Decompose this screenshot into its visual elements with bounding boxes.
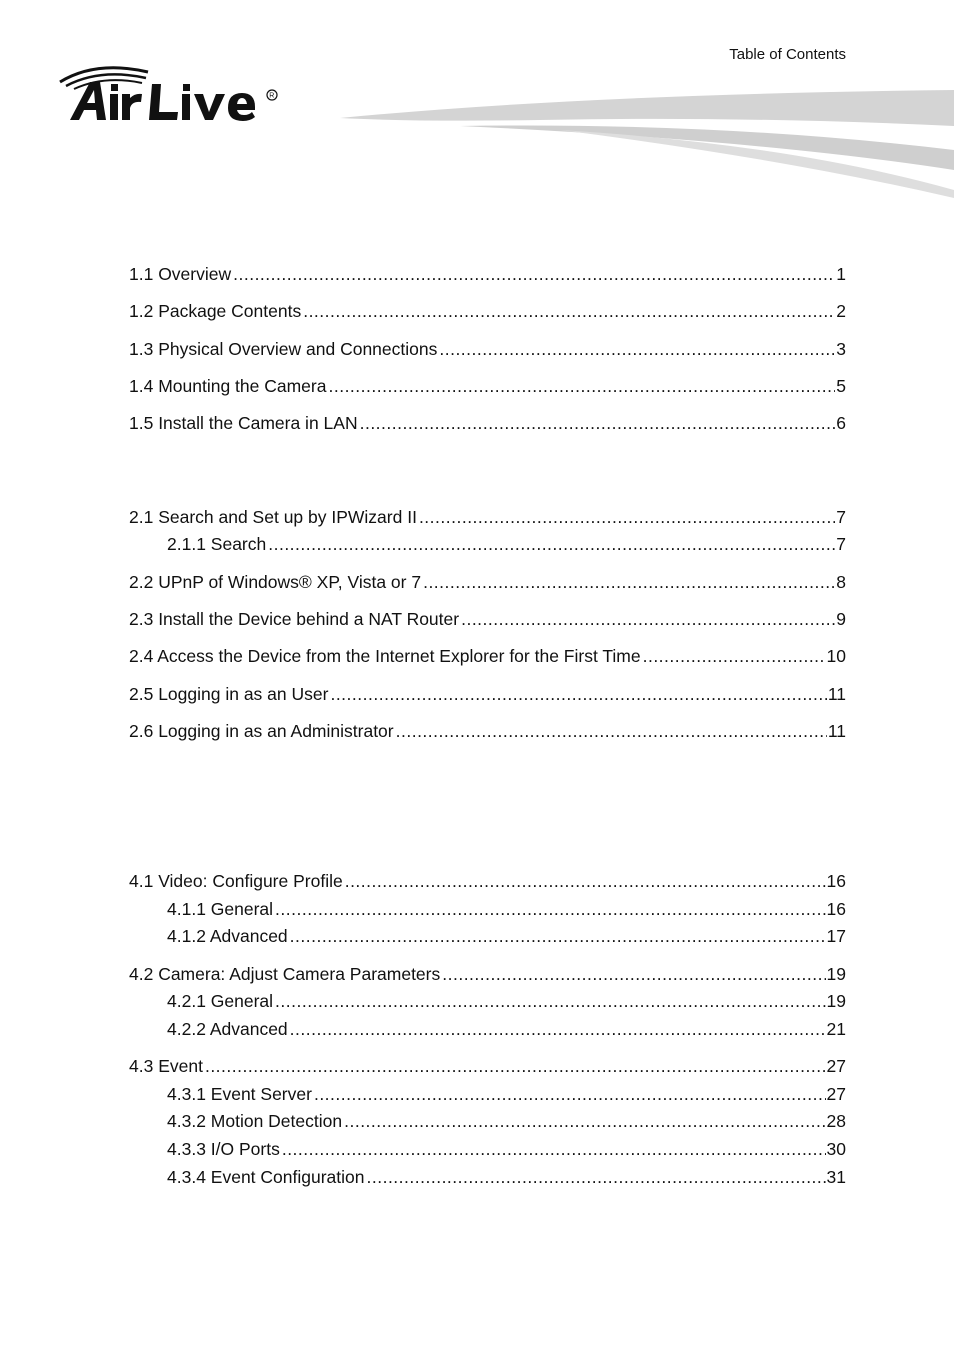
header-section-label: Table of Contents — [729, 46, 846, 63]
toc-entry-1-5[interactable]: 1.5 Install the Camera in LAN ..... 6 — [129, 412, 846, 434]
toc-entry-2-5[interactable]: 2.5 Logging in as an User ..... 11 — [129, 683, 846, 705]
toc-entry-1-2[interactable]: 1.2 Package Contents ..... 2 — [129, 300, 846, 322]
airlive-logo — [56, 62, 286, 126]
toc-entry-2-6[interactable]: 2.6 Logging in as an Administrator ..... 11 — [129, 720, 846, 742]
toc-entry-2-4[interactable]: 2.4 Access the Device from the Internet Explorer for the First Time ..... 10 — [129, 645, 846, 667]
toc-entry-1-4[interactable]: 1.4 Mounting the Camera ..... 5 — [129, 375, 846, 397]
header-swoosh-decoration — [340, 86, 954, 198]
toc-entry-4-2[interactable]: 4.2 Camera: Adjust Camera Parameters ..... 19 — [129, 963, 846, 985]
toc-entry-1-3[interactable]: 1.3 Physical Overview and Connections ..... 3 — [129, 338, 846, 360]
toc-entry-4-3-1[interactable]: 4.3.1 Event Server ..... 27 — [167, 1083, 846, 1105]
toc-entry-2-2[interactable]: 2.2 UPnP of Windows® XP, Vista or 7 ..... 8 — [129, 571, 846, 593]
toc-entry-2-1[interactable]: 2.1 Search and Set up by IPWizard II ..... 7 — [129, 506, 846, 528]
toc-entry-4-3[interactable]: 4.3 Event ..... 27 — [129, 1055, 846, 1077]
svg-text:R: R — [269, 92, 275, 100]
toc-entry-4-1[interactable]: 4.1 Video: Configure Profile ..... 16 — [129, 870, 846, 892]
toc-entry-4-2-2[interactable]: 4.2.2 Advanced ..... 21 — [167, 1018, 846, 1040]
toc-entry-4-1-2[interactable]: 4.1.2 Advanced ..... 17 — [167, 925, 846, 947]
toc-entry-4-3-3[interactable]: 4.3.3 I/O Ports ..... 30 — [167, 1138, 846, 1160]
toc-entry-4-3-2[interactable]: 4.3.2 Motion Detection ..... 28 — [167, 1110, 846, 1132]
toc-entry-2-1-1[interactable]: 2.1.1 Search ..... 7 — [167, 533, 846, 555]
toc-entry-1-1[interactable]: 1.1 Overview ..... 1 — [129, 263, 846, 285]
toc-entry-4-1-1[interactable]: 4.1.1 General ..... 16 — [167, 898, 846, 920]
toc-entry-4-2-1[interactable]: 4.2.1 General ..... 19 — [167, 990, 846, 1012]
toc-entry-2-3[interactable]: 2.3 Install the Device behind a NAT Router ..... 9 — [129, 608, 846, 630]
toc-entry-4-3-4[interactable]: 4.3.4 Event Configuration ..... 31 — [167, 1166, 846, 1188]
